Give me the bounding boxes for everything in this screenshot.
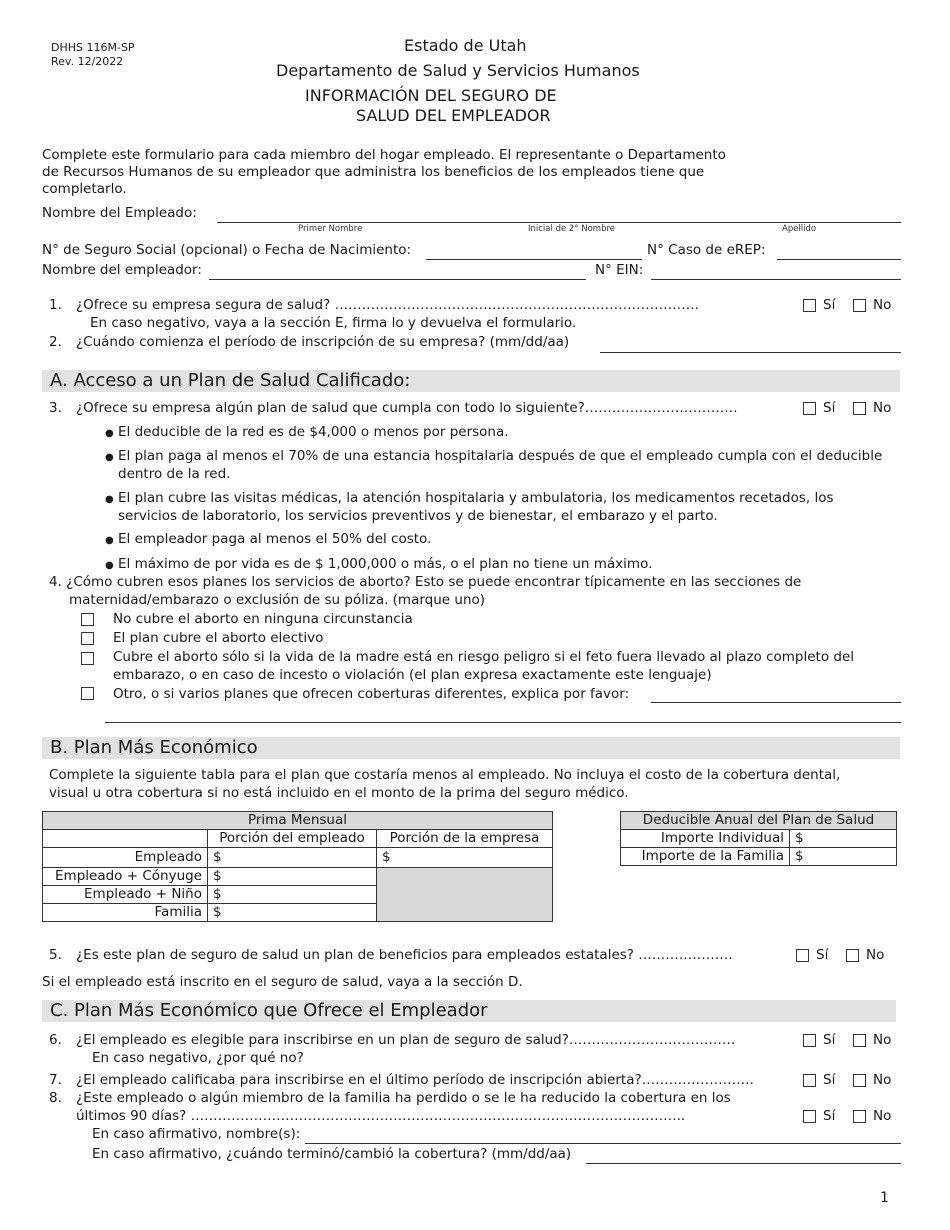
q2-date-field[interactable] <box>600 352 901 353</box>
row-employee: Empleado <box>43 848 208 868</box>
ein-field[interactable] <box>651 279 901 280</box>
col-employee-portion: Porción del empleado <box>208 830 377 848</box>
q5-no-label: No <box>866 947 885 963</box>
employer-name-label: Nombre del empleador: <box>42 262 202 278</box>
section-c-header: C. Plan Más Económico que Ofrece el Empleador <box>42 1000 896 1022</box>
last-name-caption: Apellido <box>782 224 817 234</box>
q8-no-checkbox[interactable] <box>853 1110 866 1123</box>
q5-yes-label: Sí <box>816 947 829 963</box>
ssn-field[interactable] <box>426 259 642 260</box>
section-b-intro-line2: visual u otra cobertura si no está incluido en el monto de la prima del seguro médico. <box>49 785 629 801</box>
q6-subtext: En caso negativo, ¿por qué no? <box>92 1050 304 1066</box>
page-title-line2: SALUD DEL EMPLEADOR <box>356 106 551 125</box>
q8-yes-checkbox[interactable] <box>803 1110 816 1123</box>
page-number: 1 <box>880 1190 889 1206</box>
abortion-none-checkbox[interactable] <box>81 613 94 626</box>
row-family-amount: Importe de la Familia <box>621 848 790 866</box>
q1-text: ¿Ofrece su empresa segura de salud? ……………………………………………………………………… <box>76 297 700 313</box>
deductible-header: Deducible Anual del Plan de Salud <box>621 812 897 830</box>
employer-name-field[interactable] <box>209 279 586 280</box>
family-premium-employee-cell[interactable]: $ <box>208 904 377 922</box>
q3-text: ¿Ofrece su empresa algún plan de salud que cumpla con todo lo siguiente?……………………………. <box>76 400 738 416</box>
criteria-4: El empleador paga al menos el 50% del costo. <box>118 531 432 547</box>
q8-date-label: En caso afirmativo, ¿cuándo terminó/cambió la cobertura? (mm/dd/aa) <box>92 1146 572 1162</box>
q5-yes-checkbox[interactable] <box>796 949 809 962</box>
abortion-other-label: Otro, o si varios planes que ofrecen coberturas diferentes, explica por favor: <box>113 686 630 702</box>
q4-text-line1: 4. ¿Cómo cubren esos planes los servicios de aborto? Esto se puede encontrar típicamente en las secciones de <box>49 574 802 590</box>
criteria-3-line2: servicios de laboratorio, los servicios preventivos y de bienestar, el embarazo y el parto. <box>118 508 718 524</box>
middle-initial-caption: Inicial de 2° Nombre <box>528 224 616 234</box>
q8-text-line1: ¿Este empleado o algún miembro de la familia ha perdido o se le ha reducido la cobertura en los <box>76 1090 731 1106</box>
bullet-dot: ● <box>105 494 114 505</box>
q1-number: 1. <box>49 297 62 313</box>
section-a-header: A. Acceso a un Plan de Salud Calificado: <box>42 370 900 392</box>
bullet-dot: ● <box>105 535 114 546</box>
q7-yes-checkbox[interactable] <box>803 1074 816 1087</box>
q5-text: ¿Es este plan de seguro de salud un plan de beneficios para empleados estatales? ………………… <box>76 947 733 963</box>
criteria-3-line1: El plan cubre las visitas médicas, la atención hospitalaria y ambulatoria, los medicamentos recetados, los <box>118 490 834 506</box>
q8-number: 8. <box>49 1090 62 1106</box>
employee-name-field[interactable] <box>217 222 901 223</box>
department-name: Departamento de Salud y Servicios Humanos <box>276 61 640 80</box>
spouse-premium-employee-cell[interactable]: $ <box>208 868 377 886</box>
section-d-note: Si el empleado está inscrito en el seguro de salud, vaya a la sección D. <box>42 974 523 990</box>
section-b-header: B. Plan Más Económico <box>42 737 900 759</box>
row-individual-amount: Importe Individual <box>621 830 790 848</box>
state-name: Estado de Utah <box>404 36 527 55</box>
child-premium-employee-cell[interactable]: $ <box>208 886 377 904</box>
q2-number: 2. <box>49 334 62 350</box>
q7-yes-label: Sí <box>823 1072 836 1088</box>
criteria-2-line2: dentro de la red. <box>118 466 231 482</box>
employer-portion-shaded <box>377 868 553 922</box>
abortion-other-field-line2[interactable] <box>105 722 901 723</box>
q8-text-line2: últimos 90 días? ……………………………………………………………………………………………….. <box>76 1108 686 1124</box>
q1-yes-checkbox[interactable] <box>803 299 816 312</box>
criteria-5: El máximo de por vida es de $ 1,000,000 o más, o el plan no tiene un máximo. <box>118 556 653 572</box>
criteria-1: El deducible de la red es de $4,000 o menos por persona. <box>118 424 509 440</box>
abortion-life-risk-checkbox[interactable] <box>81 652 94 665</box>
q7-no-label: No <box>873 1072 892 1088</box>
q6-no-label: No <box>873 1032 892 1048</box>
ssn-label: N° de Seguro Social (opcional) o Fecha de Nacimiento: <box>42 242 412 258</box>
first-name-caption: Primer Nombre <box>298 224 363 234</box>
row-employee-child: Empleado + Niño <box>43 886 208 904</box>
employee-name-label: Nombre del Empleado: <box>42 205 197 221</box>
q7-number: 7. <box>49 1072 62 1088</box>
individual-deductible-cell[interactable]: $ <box>790 830 897 848</box>
q1-yes-label: Sí <box>823 297 836 313</box>
q3-no-label: No <box>873 400 892 416</box>
bullet-dot: ● <box>105 560 114 571</box>
employee-premium-employer-cell[interactable]: $ <box>377 848 553 868</box>
family-deductible-cell[interactable]: $ <box>790 848 897 866</box>
q6-no-checkbox[interactable] <box>853 1034 866 1047</box>
q6-text: ¿El empleado es elegible para inscribirse en un plan de seguro de salud?………………………………. <box>76 1032 736 1048</box>
q6-number: 6. <box>49 1032 62 1048</box>
q8-date-field[interactable] <box>586 1163 901 1164</box>
q3-yes-checkbox[interactable] <box>803 402 816 415</box>
page-title-line1: INFORMACIÓN DEL SEGURO DE <box>305 86 557 105</box>
q1-no-label: No <box>873 297 892 313</box>
row-employee-spouse: Empleado + Cónyuge <box>43 868 208 886</box>
q3-number: 3. <box>49 400 62 416</box>
q5-no-checkbox[interactable] <box>846 949 859 962</box>
q7-text: ¿El empleado calificaba para inscribirse en el último período de inscripción abierta?……………………. <box>76 1072 754 1088</box>
q6-yes-checkbox[interactable] <box>803 1034 816 1047</box>
abortion-life-risk-label-line1: Cubre el aborto sólo si la vida de la madre está en riesgo peligro si el feto fuera llevado al plazo completo del <box>113 649 855 665</box>
section-b-intro-line1: Complete la siguiente tabla para el plan que costaría menos al empleado. No incluya el costo de la cobertura dental, <box>49 767 841 783</box>
q8-names-field[interactable] <box>305 1143 901 1144</box>
q1-subtext: En caso negativo, vaya a la sección E, firma lo y devuelva el formulario. <box>90 315 577 331</box>
intro-line2: de Recursos Humanos de su empleador que administra los beneficios de los empleados tiene que <box>42 164 705 180</box>
premium-table <box>42 811 553 922</box>
form-id: DHHS 116M-SP <box>51 41 135 54</box>
employee-premium-employee-cell[interactable]: $ <box>208 848 377 868</box>
erep-label: N° Caso de eREP: <box>647 242 766 258</box>
q2-text: ¿Cuándo comienza el período de inscripción de su empresa? (mm/dd/aa) <box>76 334 570 350</box>
abortion-elective-checkbox[interactable] <box>81 632 94 645</box>
q8-no-label: No <box>873 1108 892 1124</box>
criteria-2-line1: El plan paga al menos el 70% de una estancia hospitalaria después de que el empleado cumpla con el deducible <box>118 448 883 464</box>
bullet-dot: ● <box>105 452 114 463</box>
intro-line3: completarlo. <box>42 181 127 197</box>
q7-no-checkbox[interactable] <box>853 1074 866 1087</box>
ein-label: N° EIN: <box>595 262 644 278</box>
erep-field[interactable] <box>777 259 901 260</box>
bullet-dot: ● <box>105 428 114 439</box>
abortion-other-field[interactable] <box>651 702 901 703</box>
q3-yes-label: Sí <box>823 400 836 416</box>
col-employer-portion: Porción de la empresa <box>377 830 553 848</box>
premium-header: Prima Mensual <box>43 812 553 830</box>
form-revision: Rev. 12/2022 <box>51 55 124 68</box>
q4-text-line2: maternidad/embarazo o exclusión de su póliza. (marque uno) <box>69 592 486 608</box>
abortion-other-checkbox[interactable] <box>81 687 94 700</box>
intro-line1: Complete este formulario para cada miembro del hogar empleado. El representante o Departamento <box>42 147 726 163</box>
q6-yes-label: Sí <box>823 1032 836 1048</box>
q8-names-label: En caso afirmativo, nombre(s): <box>92 1126 301 1142</box>
q8-yes-label: Sí <box>823 1108 836 1124</box>
abortion-none-label: No cubre el aborto en ninguna circunstancia <box>113 611 413 627</box>
premium-corner <box>43 830 208 848</box>
deductible-table <box>620 811 897 866</box>
abortion-life-risk-label-line2: embarazo, o en caso de incesto o violación (el plan expresa exactamente este lenguaje) <box>113 667 712 683</box>
q3-no-checkbox[interactable] <box>853 402 866 415</box>
q5-number: 5. <box>49 947 62 963</box>
abortion-elective-label: El plan cubre el aborto electivo <box>113 630 324 646</box>
q1-no-checkbox[interactable] <box>853 299 866 312</box>
row-family: Familia <box>43 904 208 922</box>
